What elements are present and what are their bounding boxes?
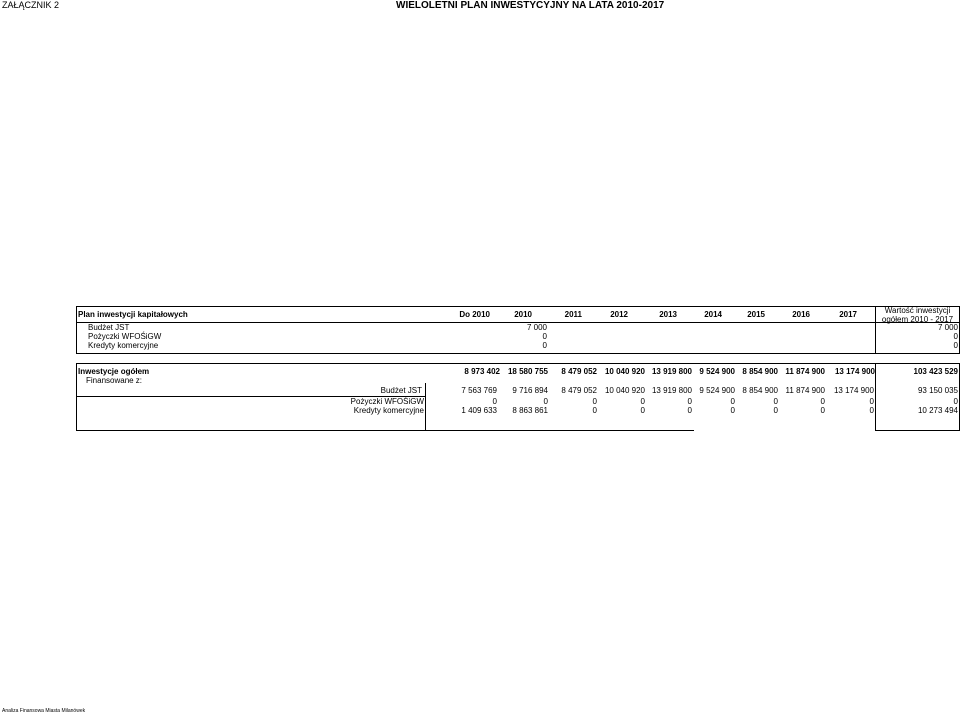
table2-bottom-border bbox=[76, 430, 694, 431]
row-value: 8 479 052 bbox=[561, 386, 597, 395]
row-label: Pożyczki WFOŚiGW bbox=[350, 397, 424, 406]
total-value: 13 919 800 bbox=[651, 367, 692, 376]
table1-top-border bbox=[76, 306, 960, 307]
column-header: 2013 bbox=[659, 310, 677, 319]
row-value: 0 bbox=[492, 397, 497, 406]
row-total: 7 000 bbox=[937, 323, 958, 332]
total-value: 13 174 900 bbox=[834, 367, 875, 376]
row-value: 0 bbox=[773, 406, 778, 415]
row-value: 0 bbox=[592, 406, 597, 415]
column-header: 2015 bbox=[747, 310, 765, 319]
grand-total: 103 423 529 bbox=[913, 367, 958, 376]
table2-total-bottom bbox=[875, 430, 960, 431]
column-header: 2011 bbox=[564, 310, 582, 319]
table1-left-border bbox=[76, 306, 77, 354]
row-value: 0 bbox=[640, 406, 645, 415]
row-total: 93 150 035 bbox=[917, 386, 958, 395]
total-value: 10 040 920 bbox=[604, 367, 645, 376]
row-value: 0 bbox=[687, 406, 692, 415]
total-column-header: Wartość inwestycji ogółem 2010 - 2017 bbox=[881, 306, 954, 324]
total-value: 18 580 755 bbox=[507, 367, 548, 376]
row-value: 0 bbox=[820, 397, 825, 406]
row-total: 0 bbox=[953, 341, 958, 350]
total-value: 8 854 900 bbox=[742, 367, 778, 376]
column-header: 2017 bbox=[839, 310, 857, 319]
row-value: 0 bbox=[640, 397, 645, 406]
row-value: 0 bbox=[869, 406, 874, 415]
row-value: 0 bbox=[820, 406, 825, 415]
row-value: 0 bbox=[773, 397, 778, 406]
column-header: 2010 bbox=[514, 310, 532, 319]
table1-bottom-border bbox=[76, 353, 960, 354]
financed-label: Finansowane z: bbox=[86, 376, 143, 385]
attachment-label: ZAŁĄCZNIK 2 bbox=[2, 0, 60, 10]
row-label: Kredyty komercyjne bbox=[353, 406, 424, 415]
row-value: 10 040 920 bbox=[604, 386, 645, 395]
total-value: 9 524 900 bbox=[699, 367, 735, 376]
row-value: 0 bbox=[687, 397, 692, 406]
column-header: Do 2010 bbox=[459, 310, 490, 319]
row-value: 0 bbox=[543, 397, 548, 406]
row-value: 9 524 900 bbox=[699, 386, 735, 395]
row-value: 0 bbox=[542, 341, 547, 350]
row-value: 8 863 861 bbox=[512, 406, 548, 415]
row-value: 13 919 800 bbox=[651, 386, 692, 395]
row-total: 10 273 494 bbox=[917, 406, 958, 415]
row-value: 1 409 633 bbox=[461, 406, 497, 415]
row-value: 0 bbox=[592, 397, 597, 406]
row-value: 13 174 900 bbox=[833, 386, 874, 395]
total-value: 8 479 052 bbox=[561, 367, 597, 376]
row-label: Kredyty komercyjne bbox=[88, 341, 159, 350]
table2-total-divider bbox=[875, 363, 876, 431]
column-header: 2014 bbox=[704, 310, 722, 319]
table1-title: Plan inwestycji kapitałowych bbox=[78, 310, 188, 319]
row-value: 11 874 900 bbox=[785, 386, 825, 395]
total-value: 8 973 402 bbox=[464, 367, 500, 376]
row-value: 0 bbox=[542, 332, 547, 341]
row-value: 0 bbox=[730, 397, 735, 406]
column-header: 2016 bbox=[792, 310, 810, 319]
row-label: Budżet JST bbox=[380, 386, 422, 395]
row-total: 0 bbox=[953, 397, 958, 406]
investments-title: Inwestycje ogółem bbox=[78, 367, 150, 376]
row-value: 7 000 bbox=[526, 323, 547, 332]
total-value: 11 874 900 bbox=[785, 367, 825, 376]
row-total: 0 bbox=[953, 332, 958, 341]
row-label: Pożyczki WFOŚiGW bbox=[88, 332, 162, 341]
row-value: 0 bbox=[730, 406, 735, 415]
table2-top-border bbox=[76, 363, 960, 364]
row-value: 9 716 894 bbox=[512, 386, 548, 395]
table2-label-divider bbox=[425, 383, 426, 431]
row-value: 0 bbox=[869, 397, 874, 406]
footer-text: Analiza Finansowa Miasta Milanówek bbox=[2, 708, 86, 714]
page-title: WIELOLETNI PLAN INWESTYCYJNY NA LATA 2010-2017 bbox=[396, 0, 665, 11]
row-label: Budżet JST bbox=[88, 323, 130, 332]
column-header: 2012 bbox=[610, 310, 628, 319]
table2-left-border bbox=[76, 363, 77, 431]
row-value: 8 854 900 bbox=[742, 386, 778, 395]
row-value: 7 563 769 bbox=[461, 386, 497, 395]
